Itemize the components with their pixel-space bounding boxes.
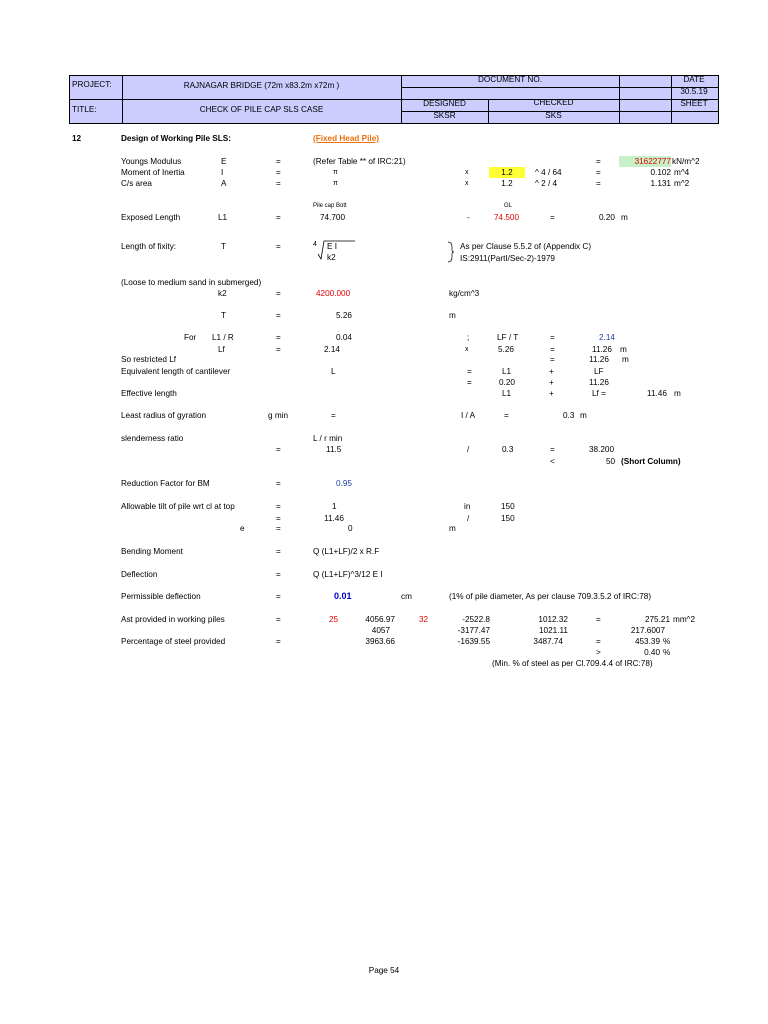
eccentricity-symbol: e bbox=[240, 524, 245, 533]
t-value: 5.26 bbox=[336, 311, 352, 320]
page-number: Page 54 bbox=[368, 966, 400, 975]
youngs-eq: = bbox=[276, 157, 281, 166]
ast-unit: mm^2 bbox=[673, 615, 696, 624]
inertia-eq: = bbox=[276, 168, 281, 177]
checked-label: CHECKED bbox=[533, 98, 574, 107]
youngs-symbol: E bbox=[221, 157, 227, 166]
ast-eq: = bbox=[276, 615, 281, 624]
equiv2-b: 11.26 bbox=[589, 378, 609, 387]
lf-eq2: = bbox=[550, 345, 555, 354]
pilecap-bott-label: Pile cap Bott bbox=[313, 203, 347, 209]
pct-eq2: = bbox=[596, 637, 601, 646]
brace-symbol bbox=[448, 241, 454, 263]
ast-v1: 4056.97 bbox=[365, 615, 395, 624]
lf-eq: = bbox=[276, 345, 281, 354]
ground-level: 74.500 bbox=[494, 213, 520, 222]
tilt2-b: 150 bbox=[501, 514, 515, 523]
fixity-label: Length of fixity: bbox=[121, 242, 177, 251]
exposed-label: Exposed Length bbox=[121, 213, 181, 222]
k2-symbol: k2 bbox=[218, 289, 227, 298]
lf-symbol: Lf bbox=[218, 345, 225, 354]
fixity-denominator: k2 bbox=[327, 253, 336, 262]
bending-eq: = bbox=[276, 547, 281, 556]
exposed-unit: m bbox=[621, 213, 628, 222]
slender-slash: / bbox=[467, 445, 470, 454]
t-unit: m bbox=[449, 311, 456, 320]
area-value: 1.131 bbox=[650, 179, 671, 188]
lft-eq: = bbox=[550, 333, 555, 342]
min-steel-note: (Min. % of steel as per Cl.709.4.4 of IRC:78) bbox=[492, 659, 653, 668]
ast-v3: 1012.32 bbox=[538, 615, 568, 624]
fixity-symbol: T bbox=[221, 242, 227, 251]
pi-symbol: π bbox=[333, 180, 338, 187]
youngs-label: Youngs Modulus bbox=[121, 157, 182, 166]
permissible-unit: cm bbox=[401, 592, 412, 601]
deflection-eq: = bbox=[276, 570, 281, 579]
slender-limit: 50 bbox=[606, 457, 616, 466]
lf-result: 11.26 bbox=[592, 345, 612, 354]
effective-value: 11.46 bbox=[647, 389, 667, 398]
youngs-eq2: = bbox=[596, 157, 601, 166]
pct2-gt: > bbox=[596, 648, 601, 657]
tilt-a: 1 bbox=[332, 502, 337, 511]
restricted-eq: = bbox=[550, 355, 555, 364]
slender-eq2: = bbox=[550, 445, 555, 454]
effective-plus: + bbox=[549, 389, 554, 398]
pct-v2: -1639.55 bbox=[457, 637, 490, 646]
permissible-eq: = bbox=[276, 592, 281, 601]
slender-lt: < bbox=[550, 457, 555, 466]
area-expr: ^ 2 / 4 bbox=[535, 179, 558, 188]
pi-symbol: π bbox=[333, 169, 338, 176]
title-label: TITLE: bbox=[72, 105, 97, 114]
ast2-value: 217.6007 bbox=[630, 626, 665, 635]
ast-eq2: = bbox=[596, 615, 601, 624]
area-eq2: = bbox=[596, 179, 601, 188]
lf-value: 2.14 bbox=[324, 345, 340, 354]
for-label: For bbox=[184, 333, 197, 342]
l1r-eq: = bbox=[276, 333, 281, 342]
ast-label: Ast provided in working piles bbox=[121, 615, 225, 624]
permissible-note: (1% of pile diameter, As per clause 709.3.5.2 of IRC:78) bbox=[449, 592, 652, 601]
exposed-minus: - bbox=[467, 213, 470, 222]
root-index: 4 bbox=[313, 241, 317, 248]
diameter-value: 1.2 bbox=[489, 167, 525, 178]
youngs-value: 31622777 bbox=[619, 156, 671, 167]
eccentricity-unit: m bbox=[449, 524, 456, 533]
equiv-b: LF bbox=[594, 367, 604, 376]
reduction-label: Reduction Factor for BM bbox=[121, 479, 210, 488]
section-title: Design of Working Pile SLS: bbox=[121, 134, 231, 143]
equiv-label: Equivalent length of cantilever bbox=[121, 367, 231, 376]
tilt-in: in bbox=[464, 502, 471, 511]
exposed-eq2: = bbox=[550, 213, 555, 222]
reduction-eq: = bbox=[276, 479, 281, 488]
slender-result: 38.200 bbox=[589, 445, 615, 454]
equiv-plus: + bbox=[549, 367, 554, 376]
ast-value: 275.21 bbox=[644, 615, 670, 624]
youngs-unit: kN/m^2 bbox=[672, 157, 700, 166]
area-eq: = bbox=[276, 179, 281, 188]
pct-eq: = bbox=[276, 637, 281, 646]
lf-t: 5.26 bbox=[498, 345, 514, 354]
lf-x: x bbox=[465, 346, 469, 353]
equiv-symbol: L bbox=[331, 367, 336, 376]
section-number: 12 bbox=[72, 134, 82, 143]
restricted-value: 11.26 bbox=[589, 355, 609, 364]
slender-expr: L / r min bbox=[313, 434, 343, 443]
deflection-expr: Q (L1+LF)^3/12 E I bbox=[313, 570, 383, 579]
area-label: C/s area bbox=[121, 179, 152, 188]
date-value: 30.5.19 bbox=[680, 87, 708, 96]
area-symbol: A bbox=[221, 179, 227, 188]
ast2-v1: 4057 bbox=[371, 626, 390, 635]
bending-expr: Q (L1+LF)/2 x R.F bbox=[313, 547, 380, 556]
k2-unit: kg/cm^3 bbox=[449, 289, 480, 298]
lf-unit: m bbox=[620, 345, 627, 354]
pct-v1: 3963.66 bbox=[365, 637, 395, 646]
project-label: PROJECT: bbox=[72, 80, 112, 89]
pilecap-level: 74.700 bbox=[320, 213, 346, 222]
inertia-unit: m^4 bbox=[674, 168, 690, 177]
pct2-unit: % bbox=[663, 648, 671, 657]
gyration-expr: I / A bbox=[461, 411, 476, 420]
restricted-label: So restricted Lf bbox=[121, 355, 177, 364]
l1r-symbol: L1 / R bbox=[212, 333, 234, 342]
tilt-eq: = bbox=[276, 502, 281, 511]
semicolon: ; bbox=[467, 333, 470, 342]
ast-v2: -2522.8 bbox=[462, 615, 490, 624]
fixity-reference-2: IS:2911(PartI/Sec-2)-1979 bbox=[460, 254, 555, 263]
inertia-label: Moment of Inertia bbox=[121, 168, 185, 177]
effective-label: Effective length bbox=[121, 389, 177, 398]
restricted-unit: m bbox=[622, 355, 629, 364]
area-unit: m^2 bbox=[674, 179, 690, 188]
pct-unit: % bbox=[663, 637, 671, 646]
tilt2-a: 11.46 bbox=[324, 514, 344, 523]
equiv2-plus: + bbox=[549, 378, 554, 387]
exposed-eq: = bbox=[276, 213, 281, 222]
title-value: CHECK OF PILE CAP SLS CASE bbox=[199, 105, 324, 114]
gyration-unit: m bbox=[580, 411, 587, 420]
slender-r: 0.3 bbox=[502, 445, 514, 454]
pct-value: 453.39 bbox=[634, 637, 660, 646]
t-eq: = bbox=[276, 311, 281, 320]
gyration-eq2: = bbox=[504, 411, 509, 420]
eccentricity-eq: = bbox=[276, 524, 281, 533]
area-diameter: 1.2 bbox=[501, 179, 513, 188]
tilt2-slash: / bbox=[467, 514, 470, 523]
fixity-numerator: E I bbox=[327, 242, 338, 251]
inertia-expr: ^ 4 / 64 bbox=[535, 168, 562, 177]
gyration-value: 0.3 bbox=[563, 411, 575, 420]
equiv-eq: = bbox=[467, 367, 472, 376]
inertia-x: x bbox=[465, 169, 469, 176]
l1r-value: 0.04 bbox=[336, 333, 352, 342]
youngs-ref: (Refer Table ** of IRC:21) bbox=[313, 157, 406, 166]
tilt-b: 150 bbox=[501, 502, 515, 511]
gyration-symbol: g min bbox=[268, 411, 289, 420]
soil-label: (Loose to medium sand in submerged) bbox=[121, 278, 262, 287]
tilt-label: Allowable tilt of pile wrt cl at top bbox=[121, 502, 235, 511]
effective-unit: m bbox=[674, 389, 681, 398]
inertia-eq2: = bbox=[596, 168, 601, 177]
designed-value: SKSR bbox=[433, 111, 456, 120]
ast2-v2: -3177.47 bbox=[457, 626, 490, 635]
t-symbol: T bbox=[221, 311, 227, 320]
exposed-symbol: L1 bbox=[218, 213, 228, 222]
fixity-reference-1: As per Clause 5.5.2 of (Appendix C) bbox=[460, 242, 592, 251]
tilt2-eq: = bbox=[276, 514, 281, 523]
effective-a: L1 bbox=[502, 389, 512, 398]
inertia-symbol: I bbox=[221, 168, 224, 177]
ast-n1: 25 bbox=[329, 615, 339, 624]
fixity-eq: = bbox=[276, 242, 281, 251]
sheet-label: SHEET bbox=[680, 99, 708, 108]
permissible-label: Permissible deflection bbox=[121, 592, 201, 601]
document-no-label: DOCUMENT NO. bbox=[478, 75, 542, 84]
ast-n2: 32 bbox=[419, 615, 429, 624]
slender-label: slenderness ratio bbox=[121, 434, 184, 443]
bending-label: Bending Moment bbox=[121, 547, 183, 556]
lft-value: 2.14 bbox=[599, 333, 615, 342]
gyration-label: Least radius of gyration bbox=[121, 411, 207, 420]
permissible-value: 0.01 bbox=[334, 591, 352, 601]
slender-eq: = bbox=[276, 445, 281, 454]
gl-label: GL bbox=[504, 203, 513, 209]
gyration-eq: = bbox=[331, 411, 336, 420]
designed-label: DESIGNED bbox=[423, 99, 466, 108]
lft-symbol: LF / T bbox=[497, 333, 519, 342]
ast2-v3: 1021.11 bbox=[539, 626, 568, 635]
k2-value: 4200.000 bbox=[316, 289, 351, 298]
effective-b: Lf = bbox=[592, 389, 606, 398]
date-label: DATE bbox=[683, 75, 705, 84]
reduction-value: 0.95 bbox=[336, 479, 352, 488]
pct2-value: 0.40 bbox=[644, 648, 660, 657]
pct-v3: 3487.74 bbox=[533, 637, 563, 646]
inertia-value: 0.102 bbox=[650, 168, 671, 177]
slender-value: 11.5 bbox=[326, 445, 342, 454]
checked-value: SKS bbox=[545, 111, 562, 120]
eccentricity-value: 0 bbox=[348, 524, 353, 533]
equiv2-eq: = bbox=[467, 378, 472, 387]
exposed-value: 0.20 bbox=[599, 213, 615, 222]
project-value: RAJNAGAR BRIDGE (72m x83.2m x72m ) bbox=[183, 81, 340, 90]
pct-label: Percentage of steel provided bbox=[121, 637, 226, 646]
short-column-note: (Short Column) bbox=[621, 457, 681, 466]
area-x: x bbox=[465, 180, 469, 187]
k2-eq: = bbox=[276, 289, 281, 298]
section-subtitle: (Fixed Head Pile) bbox=[313, 134, 379, 143]
deflection-label: Deflection bbox=[121, 570, 158, 579]
equiv-a: L1 bbox=[502, 367, 512, 376]
equiv2-a: 0.20 bbox=[499, 378, 515, 387]
